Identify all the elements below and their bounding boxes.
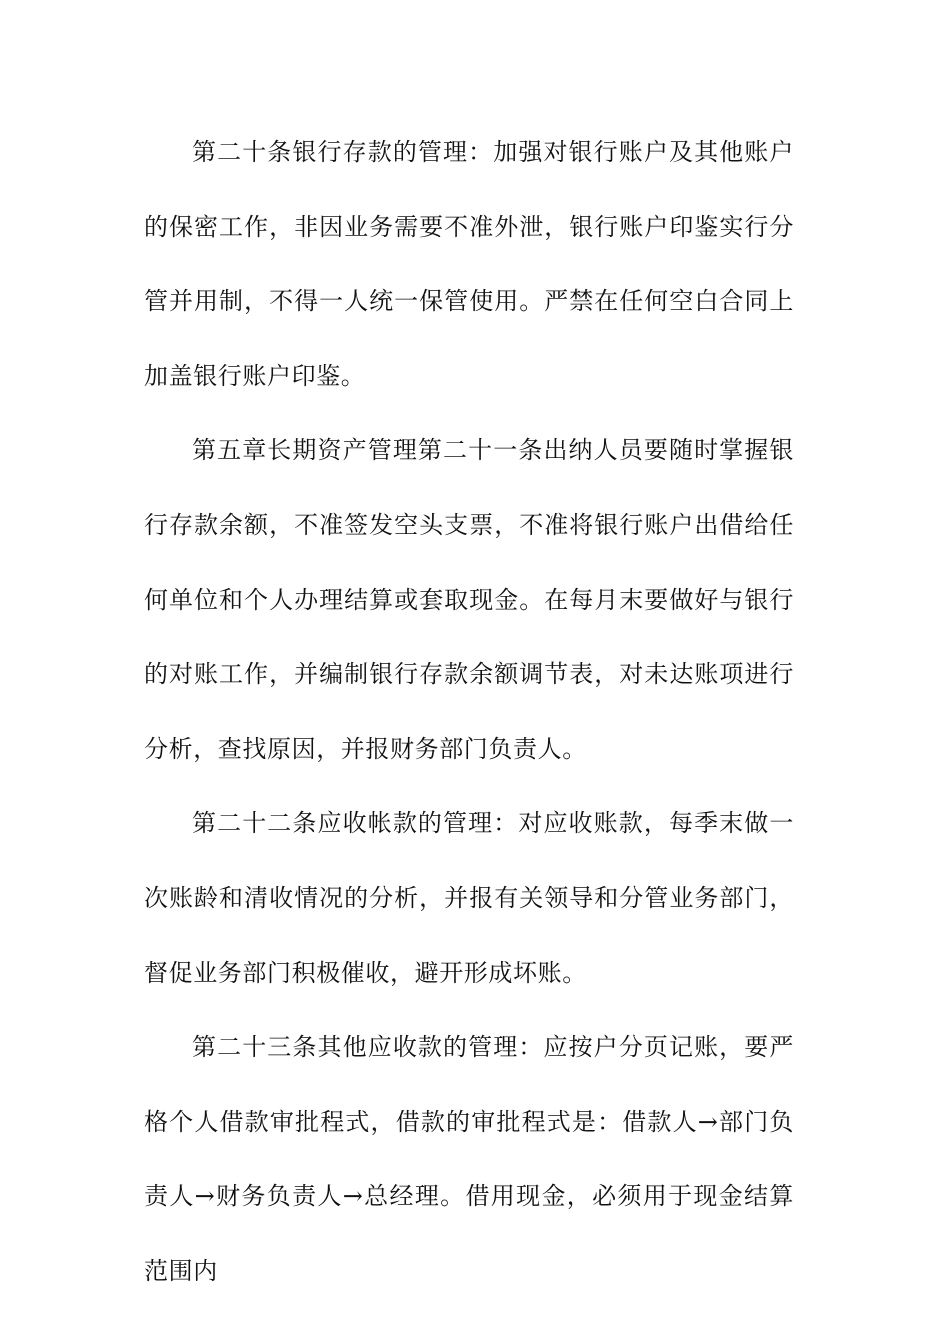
document-body [144, 115, 794, 1309]
paragraph-article-23: 第二十三条其他应收款的管理：应按户分页记账，要严格个人借款审批程式，借款的审批程式是：借款人→部门负责人→财务负责人→总经理。借用现金，必须用于现金结算范围内 [144, 1033, 794, 1285]
paragraph-article-22: 第二十二条应收帐款的管理：对应收账款，每季末做一次账龄和清收情况的分析，并报有关领导和分管业务部门，督促业务部门积极催收，避开形成坏账。 [144, 809, 794, 987]
paragraph-article-21: 第五章长期资产管理第二十一条出纳人员要随时掌握银行存款余额，不准签发空头支票，不准将银行账户出借给任何单位和个人办理结算或套取现金。在每月末要做好与银行的对账工作，并编制银行存款余额调节表，对未达账项进行分析，查找原因，并报财务部门负责人。 [144, 436, 794, 763]
paragraph-article-20: 第二十条银行存款的管理：加强对银行账户及其他账户的保密工作，非因业务需要不准外泄，银行账户印鉴实行分管并用制，不得一人统一保管使用。严禁在任何空白合同上加盖银行账户印鉴。 [144, 138, 794, 390]
